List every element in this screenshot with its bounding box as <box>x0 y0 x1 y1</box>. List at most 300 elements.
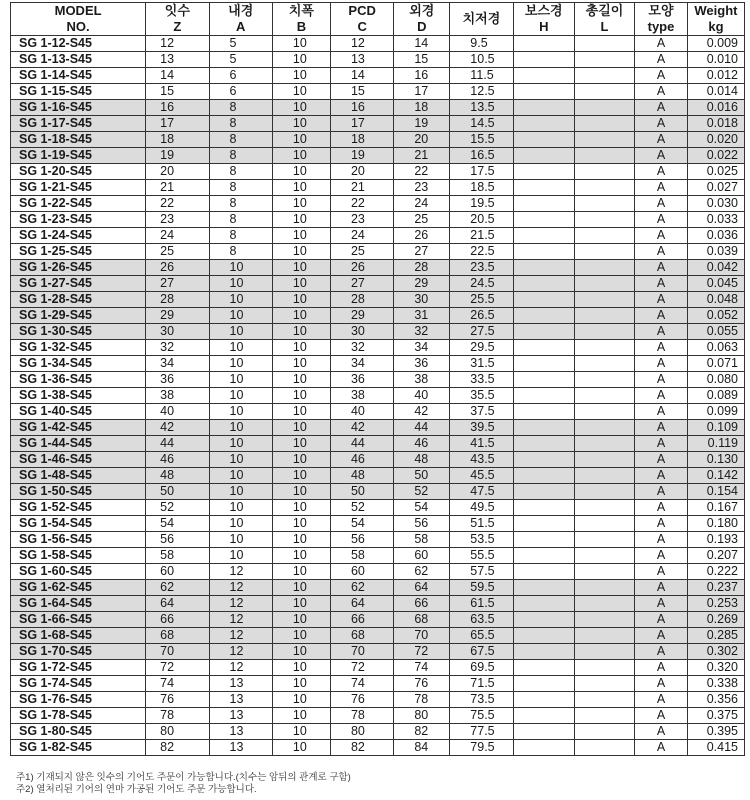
table-row <box>11 292 745 308</box>
cell-length-l <box>574 404 634 420</box>
cell-outer-dia-d: 31 <box>394 308 450 324</box>
cell-outer-dia-d: 70 <box>394 628 450 644</box>
header-sub: NO. <box>66 19 90 34</box>
cell-root-dia: 24.5 <box>450 276 513 292</box>
cell-bore-a: 10 <box>209 516 272 532</box>
cell-bore-a: 10 <box>209 532 272 548</box>
cell-model-no: SG 1-30-S45 <box>11 324 146 340</box>
cell-weight-kg: 0.130 <box>687 452 744 468</box>
cell-weight-kg: 0.167 <box>687 500 744 516</box>
cell-length-l <box>574 468 634 484</box>
cell-bore-a: 10 <box>209 420 272 436</box>
cell-type: A <box>635 468 688 484</box>
cell-type: A <box>635 116 688 132</box>
cell-teeth-z: 27 <box>146 276 209 292</box>
cell-boss-dia-h <box>513 724 574 740</box>
cell-teeth-z: 50 <box>146 484 209 500</box>
header-label: MODEL <box>54 3 102 18</box>
cell-pcd-c: 21 <box>330 180 393 196</box>
cell-pcd-c: 15 <box>330 84 393 100</box>
cell-root-dia: 77.5 <box>450 724 513 740</box>
cell-face-width-b: 10 <box>272 532 330 548</box>
cell-model-no: SG 1-14-S45 <box>11 68 146 84</box>
cell-weight-kg: 0.014 <box>687 84 744 100</box>
cell-face-width-b: 10 <box>272 276 330 292</box>
cell-type: A <box>635 68 688 84</box>
cell-weight-kg: 0.033 <box>687 212 744 228</box>
cell-weight-kg: 0.039 <box>687 244 744 260</box>
cell-boss-dia-h <box>513 692 574 708</box>
cell-root-dia: 21.5 <box>450 228 513 244</box>
cell-model-no: SG 1-32-S45 <box>11 340 146 356</box>
cell-boss-dia-h <box>513 68 574 84</box>
cell-weight-kg: 0.237 <box>687 580 744 596</box>
cell-type: A <box>635 404 688 420</box>
table-row <box>11 564 745 580</box>
cell-root-dia: 57.5 <box>450 564 513 580</box>
header-row <box>11 3 745 36</box>
cell-weight-kg: 0.009 <box>687 36 744 52</box>
cell-face-width-b: 10 <box>272 68 330 84</box>
table-row <box>11 468 745 484</box>
cell-teeth-z: 34 <box>146 356 209 372</box>
cell-face-width-b: 10 <box>272 500 330 516</box>
cell-teeth-z: 15 <box>146 84 209 100</box>
cell-length-l <box>574 628 634 644</box>
cell-bore-a: 10 <box>209 372 272 388</box>
cell-model-no: SG 1-16-S45 <box>11 100 146 116</box>
cell-weight-kg: 0.089 <box>687 388 744 404</box>
table-row <box>11 244 745 260</box>
cell-length-l <box>574 244 634 260</box>
cell-outer-dia-d: 74 <box>394 660 450 676</box>
cell-teeth-z: 40 <box>146 404 209 420</box>
cell-weight-kg: 0.154 <box>687 484 744 500</box>
cell-pcd-c: 26 <box>330 260 393 276</box>
cell-bore-a: 8 <box>209 148 272 164</box>
header-sub: L <box>600 19 609 34</box>
cell-outer-dia-d: 15 <box>394 52 450 68</box>
table-row <box>11 596 745 612</box>
cell-bore-a: 10 <box>209 468 272 484</box>
cell-teeth-z: 13 <box>146 52 209 68</box>
cell-face-width-b: 10 <box>272 628 330 644</box>
cell-length-l <box>574 516 634 532</box>
cell-teeth-z: 80 <box>146 724 209 740</box>
cell-length-l <box>574 708 634 724</box>
cell-bore-a: 10 <box>209 388 272 404</box>
spec-table <box>10 2 745 756</box>
cell-root-dia: 25.5 <box>450 292 513 308</box>
cell-face-width-b: 10 <box>272 356 330 372</box>
cell-teeth-z: 29 <box>146 308 209 324</box>
cell-boss-dia-h <box>513 260 574 276</box>
cell-weight-kg: 0.193 <box>687 532 744 548</box>
table-row <box>11 308 745 324</box>
cell-length-l <box>574 372 634 388</box>
header-pcd <box>330 3 393 36</box>
cell-outer-dia-d: 76 <box>394 676 450 692</box>
cell-root-dia: 71.5 <box>450 676 513 692</box>
cell-weight-kg: 0.415 <box>687 740 744 756</box>
cell-bore-a: 8 <box>209 228 272 244</box>
cell-type: A <box>635 260 688 276</box>
cell-bore-a: 8 <box>209 164 272 180</box>
cell-face-width-b: 10 <box>272 676 330 692</box>
cell-weight-kg: 0.338 <box>687 676 744 692</box>
cell-pcd-c: 80 <box>330 724 393 740</box>
cell-type: A <box>635 548 688 564</box>
header-weight <box>687 3 744 36</box>
cell-pcd-c: 40 <box>330 404 393 420</box>
header-sub: B <box>296 19 307 34</box>
cell-model-no: SG 1-36-S45 <box>11 372 146 388</box>
table-row <box>11 452 745 468</box>
cell-root-dia: 59.5 <box>450 580 513 596</box>
cell-root-dia: 37.5 <box>450 404 513 420</box>
cell-weight-kg: 0.080 <box>687 372 744 388</box>
header-sub: D <box>417 19 427 34</box>
cell-face-width-b: 10 <box>272 404 330 420</box>
cell-weight-kg: 0.063 <box>687 340 744 356</box>
cell-model-no: SG 1-24-S45 <box>11 228 146 244</box>
table-row <box>11 548 745 564</box>
cell-face-width-b: 10 <box>272 436 330 452</box>
header-model <box>11 3 146 36</box>
table-header <box>11 3 745 36</box>
cell-length-l <box>574 692 634 708</box>
cell-weight-kg: 0.207 <box>687 548 744 564</box>
cell-outer-dia-d: 30 <box>394 292 450 308</box>
cell-length-l <box>574 340 634 356</box>
cell-boss-dia-h <box>513 612 574 628</box>
cell-weight-kg: 0.048 <box>687 292 744 308</box>
cell-length-l <box>574 100 634 116</box>
cell-teeth-z: 72 <box>146 660 209 676</box>
cell-teeth-z: 62 <box>146 580 209 596</box>
cell-type: A <box>635 340 688 356</box>
header-sub: Z <box>173 19 182 34</box>
cell-model-no: SG 1-44-S45 <box>11 436 146 452</box>
cell-length-l <box>574 532 634 548</box>
cell-face-width-b: 10 <box>272 740 330 756</box>
header-label: 보스경 <box>524 3 563 18</box>
cell-root-dia: 43.5 <box>450 452 513 468</box>
cell-teeth-z: 58 <box>146 548 209 564</box>
cell-pcd-c: 12 <box>330 36 393 52</box>
table-row <box>11 532 745 548</box>
cell-outer-dia-d: 50 <box>394 468 450 484</box>
cell-length-l <box>574 68 634 84</box>
cell-model-no: SG 1-27-S45 <box>11 276 146 292</box>
cell-outer-dia-d: 84 <box>394 740 450 756</box>
cell-boss-dia-h <box>513 340 574 356</box>
cell-root-dia: 26.5 <box>450 308 513 324</box>
cell-teeth-z: 66 <box>146 612 209 628</box>
cell-pcd-c: 52 <box>330 500 393 516</box>
cell-type: A <box>635 52 688 68</box>
cell-teeth-z: 30 <box>146 324 209 340</box>
header-sub: A <box>236 19 246 34</box>
cell-length-l <box>574 180 634 196</box>
table-row <box>11 116 745 132</box>
cell-type: A <box>635 292 688 308</box>
cell-pcd-c: 23 <box>330 212 393 228</box>
cell-model-no: SG 1-29-S45 <box>11 308 146 324</box>
header-boss-diameter <box>513 3 574 36</box>
cell-model-no: SG 1-15-S45 <box>11 84 146 100</box>
table-row <box>11 500 745 516</box>
cell-type: A <box>635 196 688 212</box>
cell-length-l <box>574 356 634 372</box>
cell-root-dia: 18.5 <box>450 180 513 196</box>
cell-face-width-b: 10 <box>272 388 330 404</box>
cell-face-width-b: 10 <box>272 660 330 676</box>
cell-pcd-c: 32 <box>330 340 393 356</box>
cell-face-width-b: 10 <box>272 164 330 180</box>
cell-root-dia: 65.5 <box>450 628 513 644</box>
cell-model-no: SG 1-23-S45 <box>11 212 146 228</box>
cell-outer-dia-d: 21 <box>394 148 450 164</box>
cell-bore-a: 10 <box>209 452 272 468</box>
cell-length-l <box>574 612 634 628</box>
cell-type: A <box>635 164 688 180</box>
cell-bore-a: 10 <box>209 292 272 308</box>
cell-pcd-c: 42 <box>330 420 393 436</box>
cell-teeth-z: 18 <box>146 132 209 148</box>
cell-length-l <box>574 52 634 68</box>
cell-bore-a: 10 <box>209 260 272 276</box>
cell-outer-dia-d: 26 <box>394 228 450 244</box>
cell-model-no: SG 1-52-S45 <box>11 500 146 516</box>
cell-bore-a: 13 <box>209 676 272 692</box>
cell-weight-kg: 0.045 <box>687 276 744 292</box>
cell-teeth-z: 12 <box>146 36 209 52</box>
cell-weight-kg: 0.020 <box>687 132 744 148</box>
cell-weight-kg: 0.010 <box>687 52 744 68</box>
cell-boss-dia-h <box>513 196 574 212</box>
cell-type: A <box>635 628 688 644</box>
cell-boss-dia-h <box>513 532 574 548</box>
cell-type: A <box>635 228 688 244</box>
cell-boss-dia-h <box>513 468 574 484</box>
table-row <box>11 260 745 276</box>
cell-type: A <box>635 420 688 436</box>
cell-face-width-b: 10 <box>272 228 330 244</box>
table-row <box>11 340 745 356</box>
cell-pcd-c: 29 <box>330 308 393 324</box>
cell-length-l <box>574 564 634 580</box>
cell-type: A <box>635 580 688 596</box>
cell-outer-dia-d: 27 <box>394 244 450 260</box>
cell-bore-a: 8 <box>209 132 272 148</box>
cell-type: A <box>635 148 688 164</box>
cell-bore-a: 13 <box>209 692 272 708</box>
cell-weight-kg: 0.042 <box>687 260 744 276</box>
cell-face-width-b: 10 <box>272 596 330 612</box>
cell-length-l <box>574 724 634 740</box>
cell-bore-a: 10 <box>209 404 272 420</box>
cell-model-no: SG 1-48-S45 <box>11 468 146 484</box>
header-label: 치저경 <box>462 11 501 26</box>
cell-teeth-z: 78 <box>146 708 209 724</box>
cell-type: A <box>635 596 688 612</box>
cell-weight-kg: 0.012 <box>687 68 744 84</box>
cell-type: A <box>635 500 688 516</box>
cell-boss-dia-h <box>513 308 574 324</box>
cell-weight-kg: 0.018 <box>687 116 744 132</box>
cell-bore-a: 8 <box>209 244 272 260</box>
cell-outer-dia-d: 72 <box>394 644 450 660</box>
table-row <box>11 372 745 388</box>
cell-face-width-b: 10 <box>272 212 330 228</box>
cell-model-no: SG 1-70-S45 <box>11 644 146 660</box>
cell-bore-a: 12 <box>209 596 272 612</box>
cell-type: A <box>635 100 688 116</box>
cell-pcd-c: 50 <box>330 484 393 500</box>
cell-outer-dia-d: 18 <box>394 100 450 116</box>
cell-face-width-b: 10 <box>272 260 330 276</box>
cell-bore-a: 13 <box>209 708 272 724</box>
cell-type: A <box>635 660 688 676</box>
cell-face-width-b: 10 <box>272 468 330 484</box>
cell-type: A <box>635 308 688 324</box>
cell-outer-dia-d: 78 <box>394 692 450 708</box>
cell-type: A <box>635 612 688 628</box>
header-label: 내경 <box>228 3 254 18</box>
header-sub: type <box>647 19 675 34</box>
header-root-diameter <box>450 3 513 36</box>
cell-length-l <box>574 148 634 164</box>
cell-boss-dia-h <box>513 484 574 500</box>
cell-weight-kg: 0.285 <box>687 628 744 644</box>
cell-face-width-b: 10 <box>272 196 330 212</box>
header-label: 모양 <box>648 3 674 18</box>
cell-outer-dia-d: 22 <box>394 164 450 180</box>
cell-boss-dia-h <box>513 180 574 196</box>
cell-teeth-z: 74 <box>146 676 209 692</box>
table-row <box>11 388 745 404</box>
cell-root-dia: 35.5 <box>450 388 513 404</box>
cell-bore-a: 10 <box>209 324 272 340</box>
cell-model-no: SG 1-76-S45 <box>11 692 146 708</box>
cell-type: A <box>635 356 688 372</box>
cell-bore-a: 8 <box>209 180 272 196</box>
cell-boss-dia-h <box>513 628 574 644</box>
cell-type: A <box>635 708 688 724</box>
cell-type: A <box>635 436 688 452</box>
cell-outer-dia-d: 64 <box>394 580 450 596</box>
cell-teeth-z: 20 <box>146 164 209 180</box>
header-label: PCD <box>348 3 376 18</box>
cell-pcd-c: 58 <box>330 548 393 564</box>
cell-boss-dia-h <box>513 212 574 228</box>
cell-boss-dia-h <box>513 644 574 660</box>
cell-boss-dia-h <box>513 292 574 308</box>
cell-root-dia: 31.5 <box>450 356 513 372</box>
cell-length-l <box>574 740 634 756</box>
cell-face-width-b: 10 <box>272 516 330 532</box>
cell-length-l <box>574 292 634 308</box>
cell-pcd-c: 46 <box>330 452 393 468</box>
cell-boss-dia-h <box>513 116 574 132</box>
cell-boss-dia-h <box>513 452 574 468</box>
cell-type: A <box>635 452 688 468</box>
table-row <box>11 740 745 756</box>
cell-root-dia: 53.5 <box>450 532 513 548</box>
table-row <box>11 276 745 292</box>
cell-face-width-b: 10 <box>272 564 330 580</box>
cell-type: A <box>635 212 688 228</box>
table-row <box>11 148 745 164</box>
table-body <box>11 36 745 756</box>
cell-outer-dia-d: 25 <box>394 212 450 228</box>
cell-length-l <box>574 580 634 596</box>
cell-root-dia: 49.5 <box>450 500 513 516</box>
cell-bore-a: 10 <box>209 340 272 356</box>
cell-teeth-z: 26 <box>146 260 209 276</box>
cell-root-dia: 23.5 <box>450 260 513 276</box>
cell-outer-dia-d: 17 <box>394 84 450 100</box>
cell-pcd-c: 62 <box>330 580 393 596</box>
cell-face-width-b: 10 <box>272 100 330 116</box>
cell-length-l <box>574 260 634 276</box>
table-row <box>11 644 745 660</box>
cell-length-l <box>574 596 634 612</box>
cell-root-dia: 27.5 <box>450 324 513 340</box>
cell-weight-kg: 0.395 <box>687 724 744 740</box>
cell-bore-a: 12 <box>209 612 272 628</box>
cell-length-l <box>574 196 634 212</box>
cell-pcd-c: 72 <box>330 660 393 676</box>
table-row <box>11 484 745 500</box>
cell-root-dia: 12.5 <box>450 84 513 100</box>
cell-length-l <box>574 228 634 244</box>
cell-pcd-c: 22 <box>330 196 393 212</box>
cell-face-width-b: 10 <box>272 292 330 308</box>
cell-boss-dia-h <box>513 228 574 244</box>
cell-type: A <box>635 644 688 660</box>
cell-outer-dia-d: 58 <box>394 532 450 548</box>
cell-pcd-c: 16 <box>330 100 393 116</box>
cell-teeth-z: 64 <box>146 596 209 612</box>
cell-model-no: SG 1-56-S45 <box>11 532 146 548</box>
table-row <box>11 404 745 420</box>
header-type <box>635 3 688 36</box>
cell-length-l <box>574 308 634 324</box>
cell-outer-dia-d: 56 <box>394 516 450 532</box>
cell-teeth-z: 16 <box>146 100 209 116</box>
cell-model-no: SG 1-40-S45 <box>11 404 146 420</box>
cell-teeth-z: 52 <box>146 500 209 516</box>
cell-pcd-c: 56 <box>330 532 393 548</box>
cell-boss-dia-h <box>513 660 574 676</box>
header-sub: C <box>357 19 367 34</box>
cell-root-dia: 16.5 <box>450 148 513 164</box>
cell-type: A <box>635 324 688 340</box>
cell-pcd-c: 30 <box>330 324 393 340</box>
cell-model-no: SG 1-34-S45 <box>11 356 146 372</box>
cell-root-dia: 10.5 <box>450 52 513 68</box>
table-row <box>11 132 745 148</box>
cell-root-dia: 55.5 <box>450 548 513 564</box>
cell-boss-dia-h <box>513 596 574 612</box>
cell-boss-dia-h <box>513 500 574 516</box>
table-row <box>11 100 745 116</box>
table-row <box>11 84 745 100</box>
table-row <box>11 612 745 628</box>
cell-face-width-b: 10 <box>272 324 330 340</box>
